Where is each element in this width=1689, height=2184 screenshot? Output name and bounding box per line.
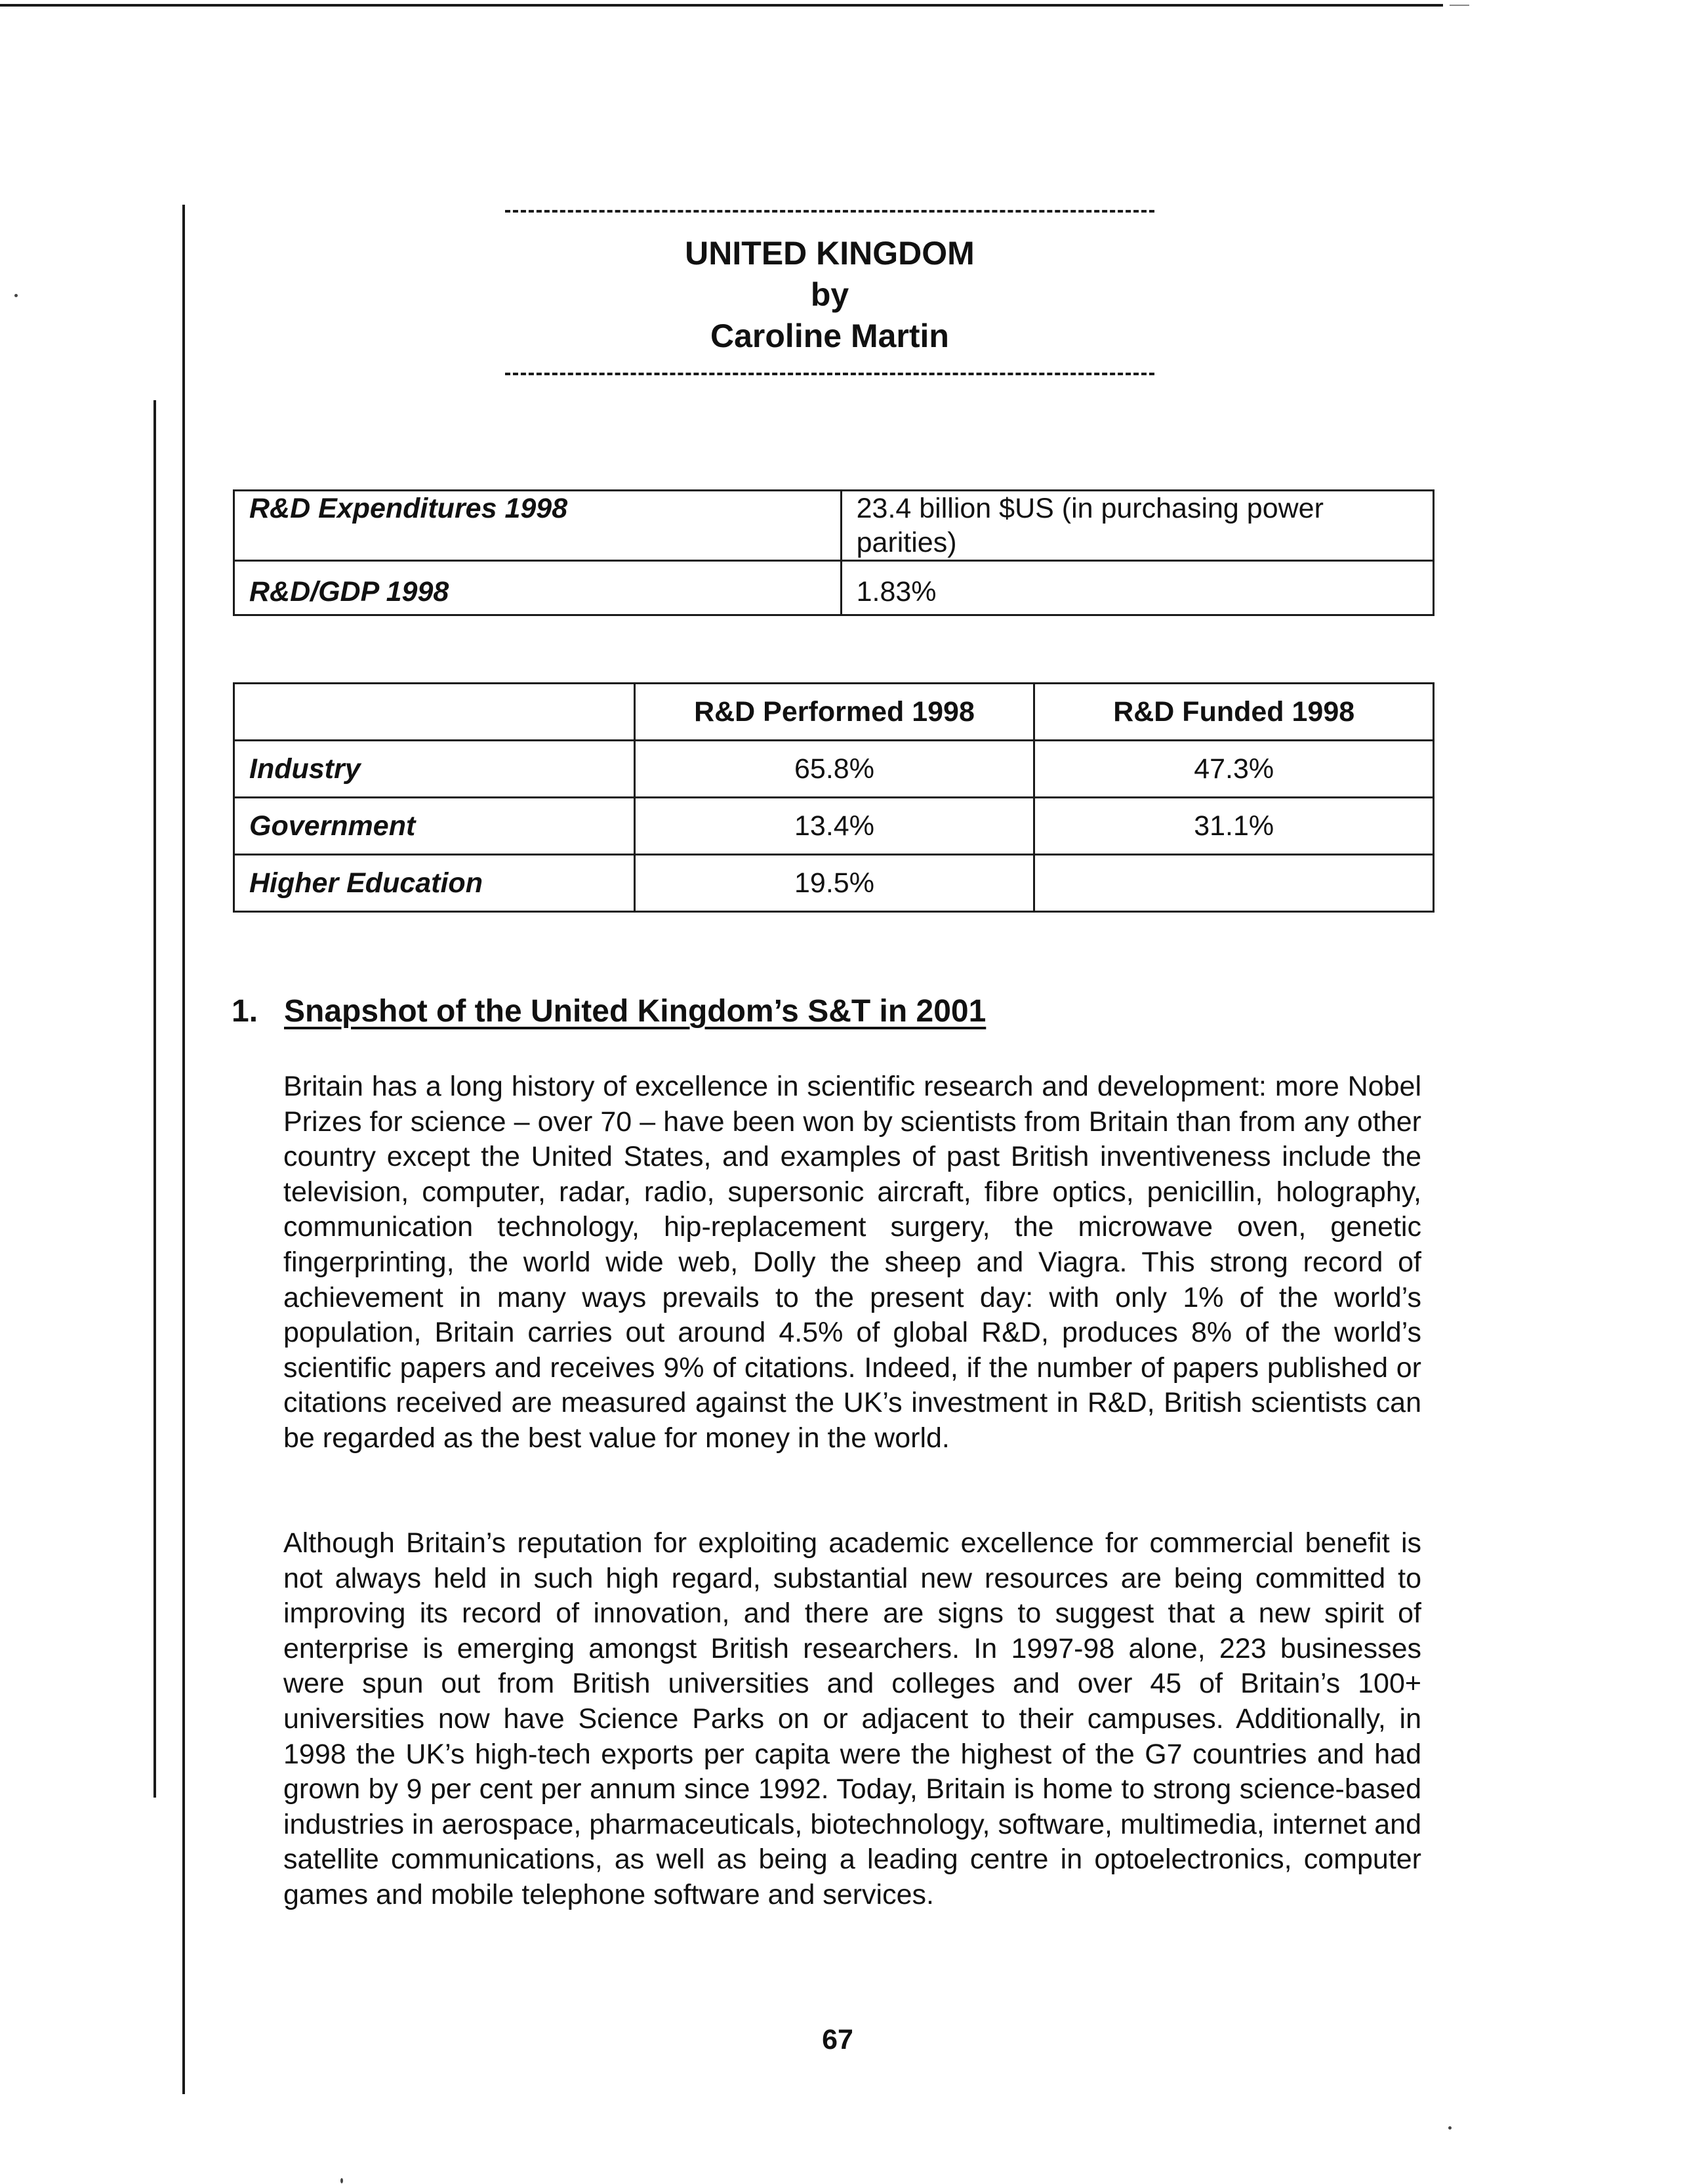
title-dashed-rule-bottom	[505, 373, 1154, 375]
title-dashed-rule-top	[505, 210, 1154, 213]
scan-speck	[14, 294, 18, 297]
sector-label-cell: Government	[234, 798, 635, 855]
body-paragraph: Although Britain’s reputation for exploiting academic excellence for commercial benefit is not always held in such high regard, substantial new resources are being committed to improving its record of innovation, and there are signs to suggest that a new spirit of enterprise is emerging amongst British researchers. In 1997-98 alone, 223 businesses were spun out from British universities and colleges and over 45 of Britain’s 100+ universities now have Science Parks on or adjacent to their campuses. Additionally, in 1998 the UK’s high-tech exports per capita were the highest of the G7 countries and had grown by 9 per cent per annum since 1992. Today, Britain is home to strong science-based industries in aerospace, pharmaceuticals, biotechnology, software, multimedia, internet and satellite communications, as well as being a leading centre in optoelectronics, computer games and mobile telephone software and services.	[283, 1527, 1421, 1910]
summary-table	[233, 489, 1435, 616]
summary-label-cell: R&D/GDP 1998	[234, 561, 842, 615]
summary-value-cell: 23.4 billion $US (in purchasing power parities)	[841, 491, 1433, 561]
column-header-blank	[234, 684, 635, 741]
section-title: Snapshot of the United Kingdom’s S&T in 2001	[284, 994, 987, 1029]
title-block	[505, 233, 1154, 357]
sector-table	[233, 682, 1435, 913]
page-number: 67	[822, 2024, 853, 2055]
section-heading	[232, 992, 986, 1031]
performed-value-cell: 19.5%	[634, 855, 1034, 912]
section-number: 1.	[232, 994, 258, 1029]
summary-value-cell: 1.83%	[841, 561, 1433, 615]
funded-value-cell: 47.3%	[1034, 741, 1434, 798]
table-row	[234, 798, 1434, 855]
table-header-row	[234, 684, 1434, 741]
byline-by: by	[810, 276, 849, 313]
column-header-performed: R&D Performed 1998	[634, 684, 1034, 741]
scan-speck	[1448, 2126, 1452, 2130]
funded-value-cell: 31.1%	[1034, 798, 1434, 855]
table-row	[234, 855, 1434, 912]
summary-label-cell: R&D Expenditures 1998	[234, 491, 842, 561]
page-title: UNITED KINGDOM	[685, 235, 975, 272]
sector-label-cell: Higher Education	[234, 855, 635, 912]
body-paragraph: Britain has a long history of excellence in scientific research and development: more Nobel Prizes for science – over 70 – have been won by scientists from Britain than from any other country except the United States, and examples of past British inventiveness include the television, computer, radar, radio, supersonic aircraft, fibre optics, penicillin, holography, communication technology, hip-replacement surgery, the microwave oven, genetic fingerprinting, the world wide web, Dolly the sheep and Viagra. This strong record of achievement in many ways prevails to the present day: with only 1% of the world’s population, Britain carries out around 4.5% of global R&D, produces 8% of the world’s scientific papers and receives 9% of citations. Indeed, if the number of papers published or citations received are measured against the UK’s investment in R&D, British scientists can be regarded as the best value for money in the world.	[283, 1071, 1421, 1454]
table-row	[234, 741, 1434, 798]
margin-change-bar	[182, 205, 185, 2094]
author-name: Caroline Martin	[710, 318, 949, 354]
funded-value-cell	[1034, 855, 1434, 912]
column-header-funded: R&D Funded 1998	[1034, 684, 1434, 741]
table-row	[234, 491, 1434, 561]
sector-label-cell: Industry	[234, 741, 635, 798]
table-row	[234, 561, 1434, 615]
scan-speck	[340, 2178, 343, 2183]
scan-edge-mark	[1450, 5, 1469, 6]
margin-change-bar-inner	[153, 400, 156, 1798]
performed-value-cell: 65.8%	[634, 741, 1034, 798]
scan-top-border	[0, 4, 1443, 7]
performed-value-cell: 13.4%	[634, 798, 1034, 855]
